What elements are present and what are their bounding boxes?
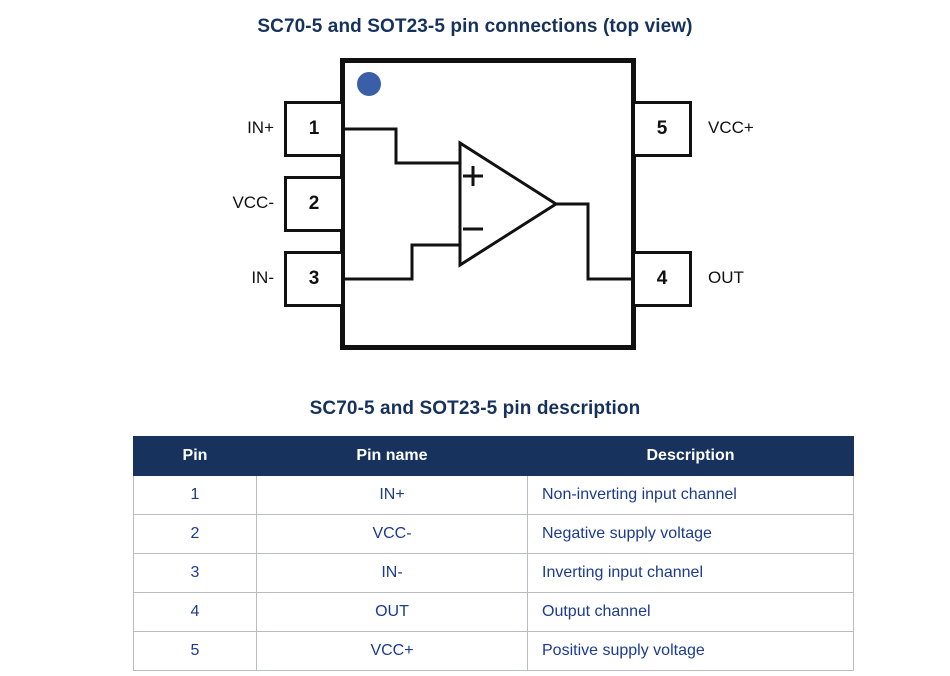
cell-pin: 2: [134, 515, 257, 554]
opamp-schematic-svg: [340, 58, 636, 350]
pin-box-5: 5: [632, 101, 692, 157]
pin-label-vcc-minus: VCC-: [232, 193, 274, 212]
pin-connections-title: SC70-5 and SOT23-5 pin connections (top view): [257, 16, 693, 37]
pin-label-out: OUT: [708, 268, 744, 287]
cell-description: Inverting input channel: [528, 554, 854, 593]
table-row: [134, 593, 854, 632]
cell-pin-name: IN+: [257, 476, 528, 515]
table-row: [134, 515, 854, 554]
pin-box-2: 2: [284, 176, 344, 232]
cell-pin: 4: [134, 593, 257, 632]
pin-description-table: [133, 436, 854, 671]
cell-pin-name: VCC-: [257, 515, 528, 554]
pin-box-3: 3: [284, 251, 344, 307]
cell-pin: 3: [134, 554, 257, 593]
cell-pin: 1: [134, 476, 257, 515]
table-row: [134, 632, 854, 671]
cell-pin-name: IN-: [257, 554, 528, 593]
cell-description: Non-inverting input channel: [528, 476, 854, 515]
cell-pin: 5: [134, 632, 257, 671]
cell-description: Negative supply voltage: [528, 515, 854, 554]
column-header-description: Description: [528, 437, 854, 476]
table-header-row: [134, 437, 854, 476]
pin-label-in-minus: IN-: [251, 268, 274, 287]
cell-pin-name: VCC+: [257, 632, 528, 671]
table-row: [134, 554, 854, 593]
pin-box-1: 1: [284, 101, 344, 157]
pin-description-title: SC70-5 and SOT23-5 pin description: [309, 398, 641, 419]
pin-connection-diagram: [0, 48, 950, 368]
pin-label-vcc-plus: VCC+: [708, 118, 754, 137]
pin-description-table-wrap: [133, 436, 844, 671]
column-header-pin-name: Pin name: [257, 437, 528, 476]
cell-description: Output channel: [528, 593, 854, 632]
cell-pin-name: OUT: [257, 593, 528, 632]
pin-label-in-plus: IN+: [247, 118, 274, 137]
cell-description: Positive supply voltage: [528, 632, 854, 671]
table-row: [134, 476, 854, 515]
pin-box-4: 4: [632, 251, 692, 307]
column-header-pin: Pin: [134, 437, 257, 476]
